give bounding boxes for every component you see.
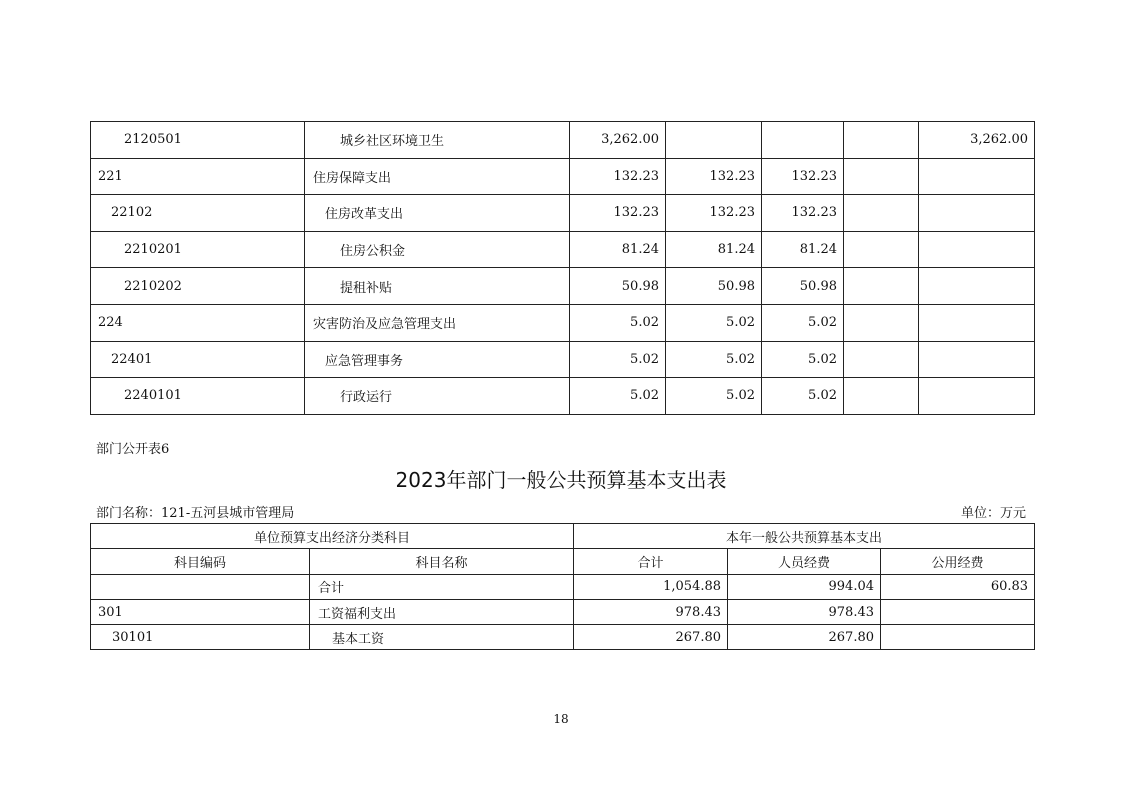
total-cell: 3,262.00: [570, 122, 666, 159]
table-row: [91, 625, 1035, 650]
value-cell: [844, 195, 919, 232]
value-cell: 81.24: [666, 231, 762, 268]
subject-code: 221: [91, 158, 305, 195]
value-cell: 132.23: [762, 158, 844, 195]
subject-name: 住房公积金: [305, 231, 570, 268]
table-row: [91, 158, 1035, 195]
value-cell: [844, 122, 919, 159]
group-header-basic-expenditure: 本年一般公共预算基本支出: [574, 524, 1035, 549]
value-cell: 5.02: [762, 341, 844, 378]
subject-code: 2240101: [91, 378, 305, 415]
table-row: [91, 122, 1035, 159]
total-cell: 5.02: [570, 341, 666, 378]
table-row: [91, 304, 1035, 341]
personnel-cell: 978.43: [728, 599, 881, 624]
value-cell: [919, 268, 1035, 305]
value-cell: [919, 378, 1035, 415]
subject-name: 工资福利支出: [310, 599, 574, 624]
value-cell: [844, 268, 919, 305]
table-row: [91, 268, 1035, 305]
value-cell: [844, 158, 919, 195]
value-cell: 5.02: [762, 304, 844, 341]
personnel-cell: 267.80: [728, 625, 881, 650]
total-cell: 50.98: [570, 268, 666, 305]
department-name: 部门名称：121-五河县城市管理局: [96, 506, 295, 521]
value-cell: 5.02: [666, 304, 762, 341]
total-cell: 267.80: [574, 625, 728, 650]
basic-expenditure-table: [90, 523, 1035, 650]
subject-name: 提租补贴: [305, 268, 570, 305]
total-cell: 5.02: [570, 304, 666, 341]
subject-name: 灾害防治及应急管理支出: [305, 304, 570, 341]
value-cell: 50.98: [762, 268, 844, 305]
subject-name: 应急管理事务: [305, 341, 570, 378]
total-cell: 5.02: [570, 378, 666, 415]
group-header-row: [91, 524, 1035, 549]
unit-label: 单位：万元: [960, 506, 1026, 521]
personnel-cell: 994.04: [728, 574, 881, 599]
column-header-row: [91, 549, 1035, 574]
subject-code: 224: [91, 304, 305, 341]
header-subject-name: 科目名称: [310, 549, 574, 574]
group-header-classification: 单位预算支出经济分类科目: [91, 524, 574, 549]
value-cell: 132.23: [762, 195, 844, 232]
public-cell: [881, 599, 1035, 624]
value-cell: 81.24: [762, 231, 844, 268]
table-row: [91, 231, 1035, 268]
subject-code: 301: [91, 599, 310, 624]
table-row: [91, 341, 1035, 378]
subject-code: 2120501: [91, 122, 305, 159]
subject-code: 2210202: [91, 268, 305, 305]
public-cell: [881, 625, 1035, 650]
subject-name: 住房保障支出: [305, 158, 570, 195]
total-cell: 132.23: [570, 158, 666, 195]
value-cell: 132.23: [666, 158, 762, 195]
value-cell: [844, 378, 919, 415]
header-total: 合计: [574, 549, 728, 574]
total-cell: 81.24: [570, 231, 666, 268]
subject-name: 城乡社区环境卫生: [305, 122, 570, 159]
subject-code: 30101: [91, 625, 310, 650]
table-row: [91, 599, 1035, 624]
page-number: 18: [553, 712, 569, 726]
value-cell: [919, 231, 1035, 268]
subject-name: 基本工资: [310, 625, 574, 650]
value-cell: 5.02: [666, 378, 762, 415]
subject-code: [91, 574, 310, 599]
subject-code: 22102: [91, 195, 305, 232]
value-cell: [919, 341, 1035, 378]
header-public: 公用经费: [881, 549, 1035, 574]
subject-code: 22401: [91, 341, 305, 378]
value-cell: [666, 122, 762, 159]
value-cell: [919, 304, 1035, 341]
table-row: [91, 195, 1035, 232]
total-cell: 1,054.88: [574, 574, 728, 599]
value-cell: [919, 158, 1035, 195]
value-cell: [844, 341, 919, 378]
header-subject-code: 科目编码: [91, 549, 310, 574]
subject-name: 行政运行: [305, 378, 570, 415]
expenditure-table-continued: [90, 121, 1035, 415]
table-row: [91, 574, 1035, 599]
value-cell: [762, 122, 844, 159]
table-row: [91, 378, 1035, 415]
subject-code: 2210201: [91, 231, 305, 268]
value-cell: 3,262.00: [919, 122, 1035, 159]
value-cell: 50.98: [666, 268, 762, 305]
total-cell: 132.23: [570, 195, 666, 232]
value-cell: 132.23: [666, 195, 762, 232]
value-cell: 5.02: [666, 341, 762, 378]
form-label: 部门公开表6: [96, 442, 170, 457]
value-cell: [844, 231, 919, 268]
total-cell: 978.43: [574, 599, 728, 624]
value-cell: 5.02: [762, 378, 844, 415]
header-personnel: 人员经费: [728, 549, 881, 574]
value-cell: [919, 195, 1035, 232]
subject-name: 合计: [310, 574, 574, 599]
value-cell: [844, 304, 919, 341]
subject-name: 住房改革支出: [305, 195, 570, 232]
page-title: 2023年部门一般公共预算基本支出表: [395, 468, 727, 492]
public-cell: 60.83: [881, 574, 1035, 599]
